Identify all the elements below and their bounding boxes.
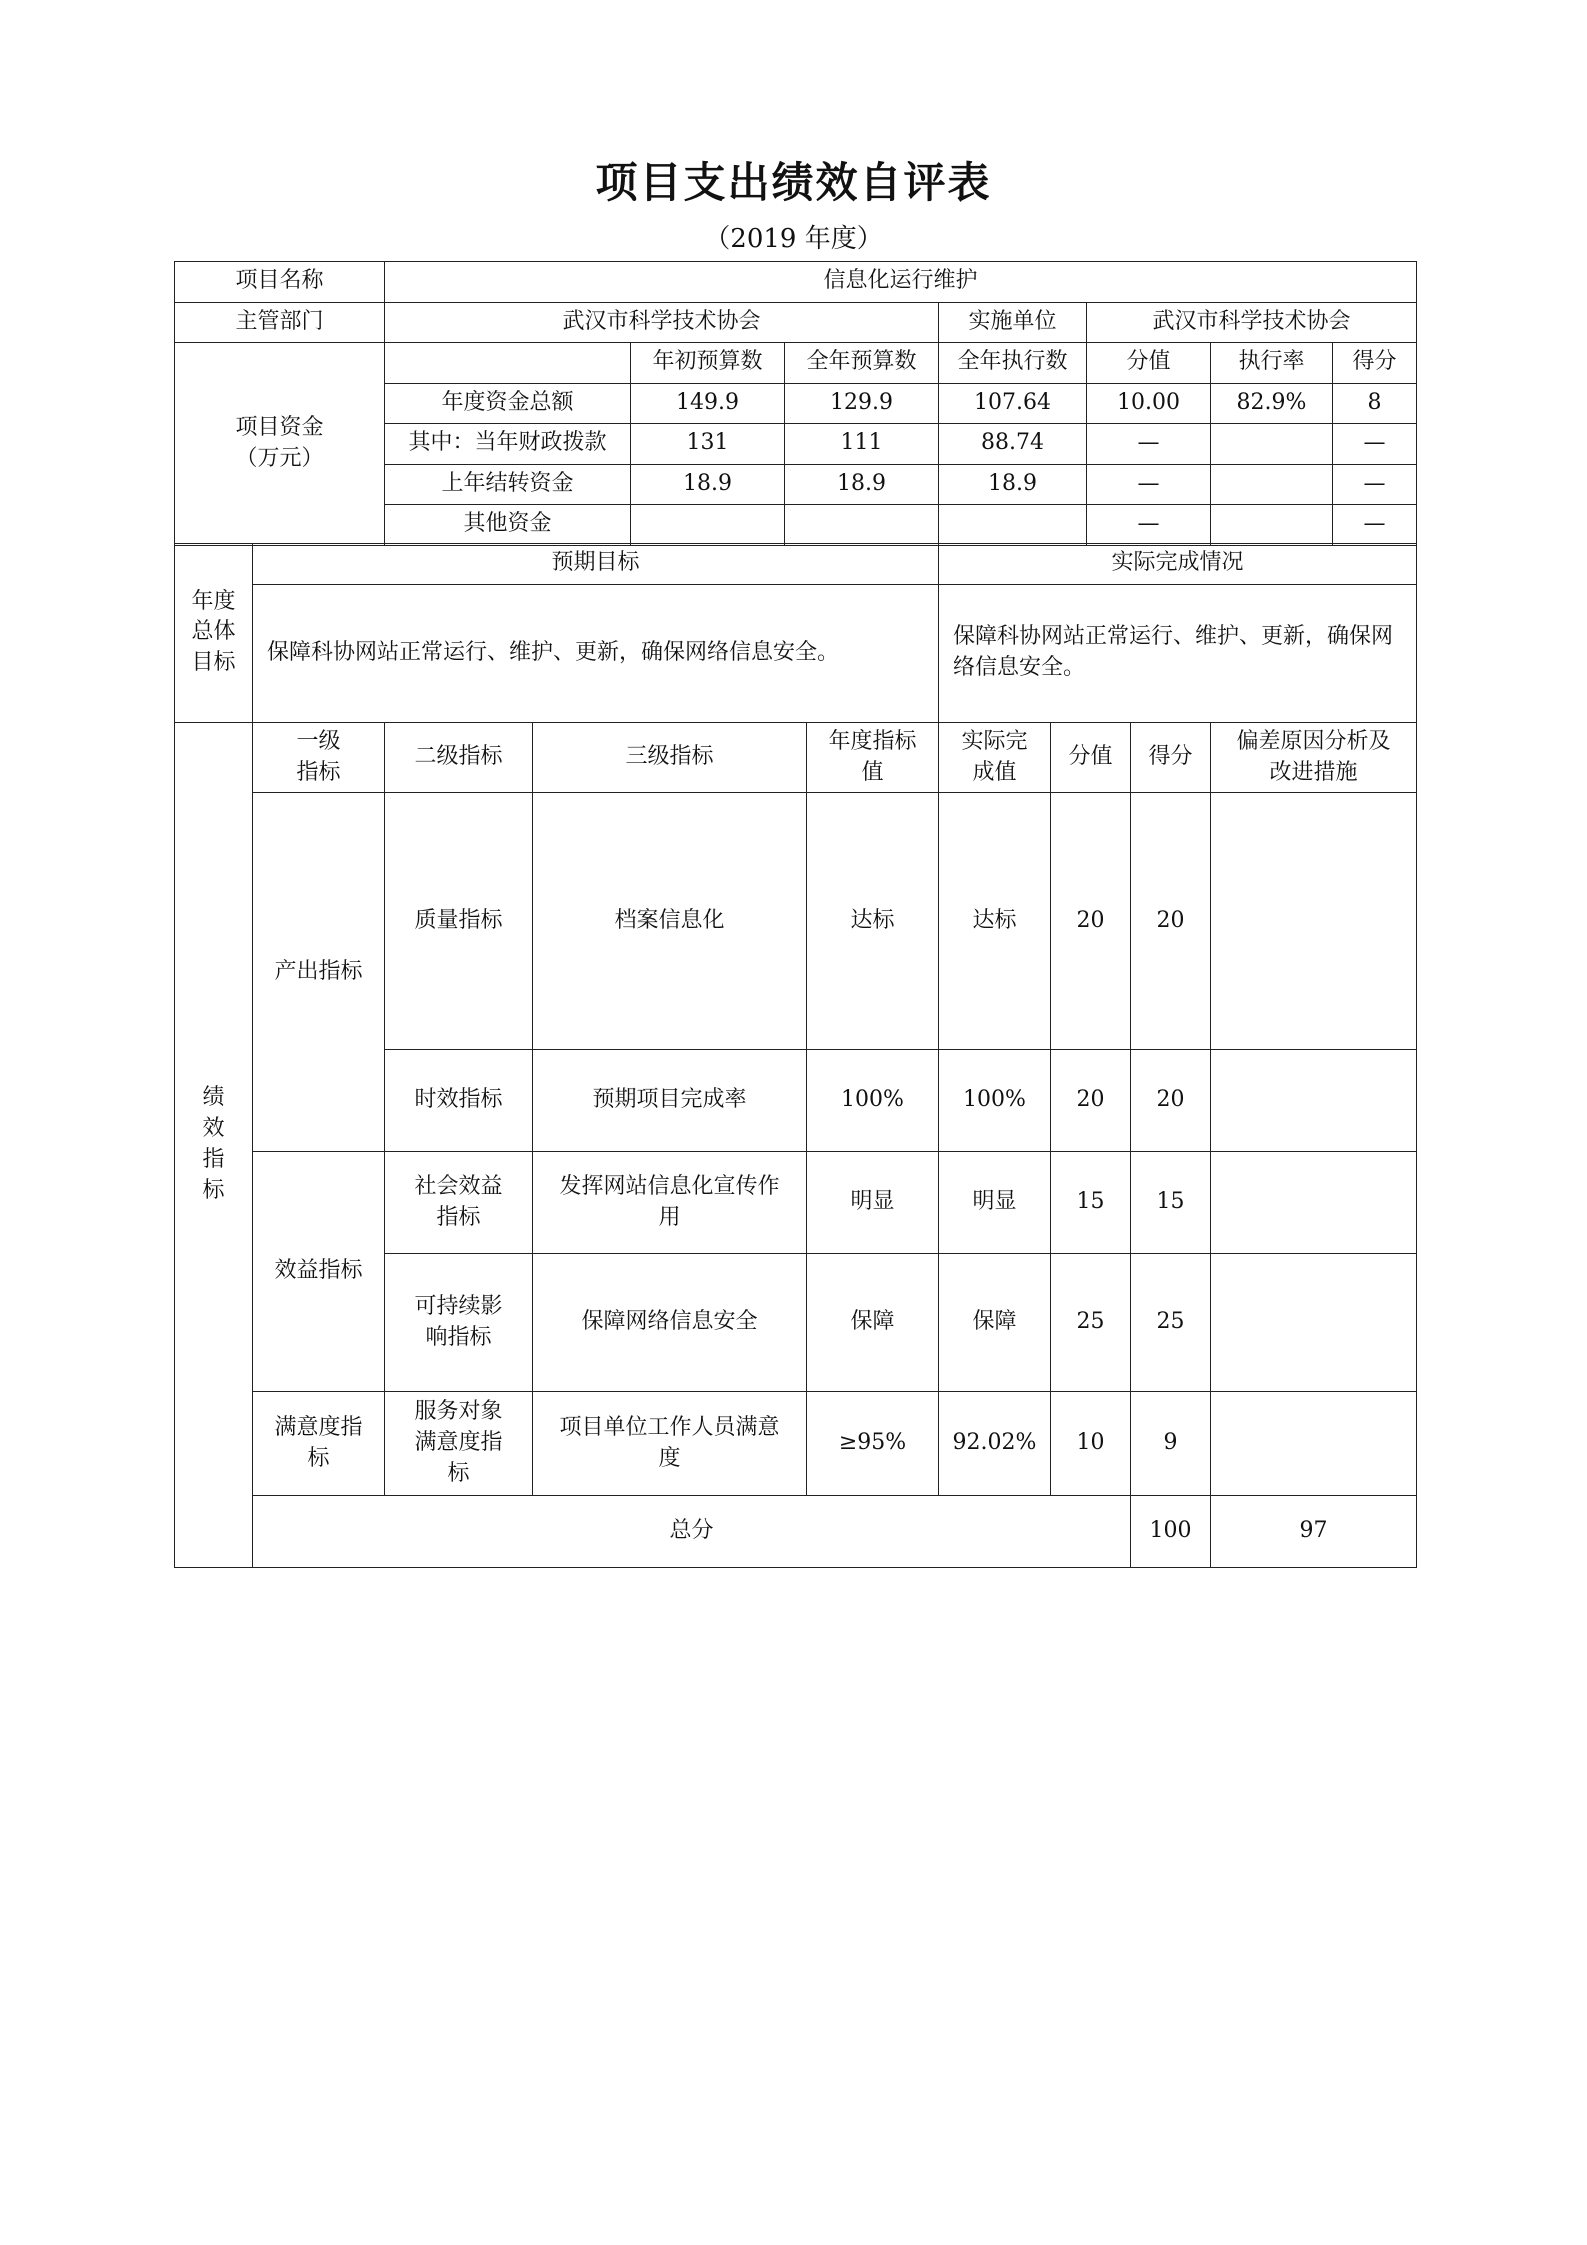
funds-header-blank xyxy=(385,343,631,384)
target-value: 达标 xyxy=(807,793,939,1050)
group-output: 产出指标 xyxy=(253,793,385,1152)
funds-cell: 131 xyxy=(631,424,785,465)
funds-cell: 8 xyxy=(1333,383,1417,424)
score: 9 xyxy=(1131,1392,1211,1496)
score: 20 xyxy=(1131,1050,1211,1152)
performance-label: 绩 效 指 标 xyxy=(175,723,253,1568)
level2-indicator: 质量指标 xyxy=(385,793,533,1050)
goals-label: 年度 总体 目标 xyxy=(175,544,253,723)
funds-cell: — xyxy=(1087,424,1211,465)
funds-row-label: 上年结转资金 xyxy=(385,464,631,505)
funds-cell: 129.9 xyxy=(785,383,939,424)
actual-value: 保障 xyxy=(939,1254,1051,1392)
actual-result-header: 实际完成情况 xyxy=(939,544,1417,585)
funds-label: 项目资金 （万元） xyxy=(175,343,385,546)
funds-cell: 18.9 xyxy=(939,464,1087,505)
score: 15 xyxy=(1131,1152,1211,1254)
perf-header: 实际完 成值 xyxy=(939,723,1051,793)
funds-cell: 149.9 xyxy=(631,383,785,424)
funds-cell xyxy=(631,505,785,546)
score: 20 xyxy=(1131,793,1211,1050)
funds-header: 全年预算数 xyxy=(785,343,939,384)
deviation-note xyxy=(1211,793,1417,1050)
funds-cell: 18.9 xyxy=(785,464,939,505)
funds-cell: — xyxy=(1333,505,1417,546)
actual-value: 100% xyxy=(939,1050,1051,1152)
deviation-note xyxy=(1211,1392,1417,1496)
level2-indicator: 可持续影 响指标 xyxy=(385,1254,533,1392)
impl-value: 武汉市科学技术协会 xyxy=(1087,302,1417,343)
group-benefit: 效益指标 xyxy=(253,1152,385,1392)
project-name-value: 信息化运行维护 xyxy=(385,262,1417,303)
page-title: 项目支出绩效自评表 xyxy=(595,158,992,207)
funds-row-label: 其他资金 xyxy=(385,505,631,546)
funds-cell: — xyxy=(1087,505,1211,546)
funds-cell: 10.00 xyxy=(1087,383,1211,424)
funds-cell: 82.9% xyxy=(1211,383,1333,424)
actual-value: 明显 xyxy=(939,1152,1051,1254)
actual-value: 92.02% xyxy=(939,1392,1051,1496)
funds-header: 分值 xyxy=(1087,343,1211,384)
score-value: 20 xyxy=(1051,793,1131,1050)
group-satisfaction: 满意度指 标 xyxy=(253,1392,385,1496)
funds-cell: — xyxy=(1333,424,1417,465)
expected-goal-text: 保障科协网站正常运行、维护、更新，确保网络信息安全。 xyxy=(253,584,939,722)
deviation-note xyxy=(1211,1050,1417,1152)
target-value: 明显 xyxy=(807,1152,939,1254)
impl-label: 实施单位 xyxy=(939,302,1087,343)
funds-header: 得分 xyxy=(1333,343,1417,384)
perf-header: 二级指标 xyxy=(385,723,533,793)
actual-result-text: 保障科协网站正常运行、维护、更新，确保网络信息安全。 xyxy=(939,584,1417,722)
performance-table xyxy=(174,722,1417,1568)
funds-cell: — xyxy=(1333,464,1417,505)
funds-row-label: 年度资金总额 xyxy=(385,383,631,424)
score: 25 xyxy=(1131,1254,1211,1392)
score-value: 20 xyxy=(1051,1050,1131,1152)
dept-value: 武汉市科学技术协会 xyxy=(385,302,939,343)
funds-header: 年初预算数 xyxy=(631,343,785,384)
project-name-label: 项目名称 xyxy=(175,262,385,303)
page-subtitle: （2019 年度） xyxy=(704,224,883,254)
funds-cell: 88.74 xyxy=(939,424,1087,465)
total-value: 100 xyxy=(1131,1496,1211,1568)
funds-cell: 111 xyxy=(785,424,939,465)
perf-header: 分值 xyxy=(1051,723,1131,793)
funds-cell: — xyxy=(1087,464,1211,505)
funds-header: 执行率 xyxy=(1211,343,1333,384)
level2-indicator: 社会效益 指标 xyxy=(385,1152,533,1254)
perf-header: 偏差原因分析及 改进措施 xyxy=(1211,723,1417,793)
funds-cell: 107.64 xyxy=(939,383,1087,424)
deviation-note xyxy=(1211,1152,1417,1254)
funds-cell xyxy=(785,505,939,546)
project-funds-table xyxy=(174,261,1417,546)
level3-indicator: 预期项目完成率 xyxy=(533,1050,807,1152)
level3-indicator: 项目单位工作人员满意 度 xyxy=(533,1392,807,1496)
level3-indicator: 保障网络信息安全 xyxy=(533,1254,807,1392)
score-value: 25 xyxy=(1051,1254,1131,1392)
level3-indicator: 发挥网站信息化宣传作 用 xyxy=(533,1152,807,1254)
target-value: 保障 xyxy=(807,1254,939,1392)
goals-table xyxy=(174,543,1417,723)
perf-header: 得分 xyxy=(1131,723,1211,793)
funds-cell xyxy=(1211,464,1333,505)
actual-value: 达标 xyxy=(939,793,1051,1050)
level3-indicator: 档案信息化 xyxy=(533,793,807,1050)
dept-label: 主管部门 xyxy=(175,302,385,343)
target-value: ≥95% xyxy=(807,1392,939,1496)
score-value: 15 xyxy=(1051,1152,1131,1254)
target-value: 100% xyxy=(807,1050,939,1152)
funds-row-label: 其中：当年财政拨款 xyxy=(385,424,631,465)
funds-cell xyxy=(939,505,1087,546)
level2-indicator: 服务对象 满意度指 标 xyxy=(385,1392,533,1496)
score-value: 10 xyxy=(1051,1392,1131,1496)
total-score: 97 xyxy=(1211,1496,1417,1568)
funds-cell xyxy=(1211,505,1333,546)
deviation-note xyxy=(1211,1254,1417,1392)
perf-header: 一级 指标 xyxy=(253,723,385,793)
level2-indicator: 时效指标 xyxy=(385,1050,533,1152)
expected-goal-header: 预期目标 xyxy=(253,544,939,585)
perf-header: 年度指标 值 xyxy=(807,723,939,793)
funds-cell: 18.9 xyxy=(631,464,785,505)
funds-cell xyxy=(1211,424,1333,465)
funds-header: 全年执行数 xyxy=(939,343,1087,384)
total-label: 总分 xyxy=(253,1496,1131,1568)
perf-header: 三级指标 xyxy=(533,723,807,793)
